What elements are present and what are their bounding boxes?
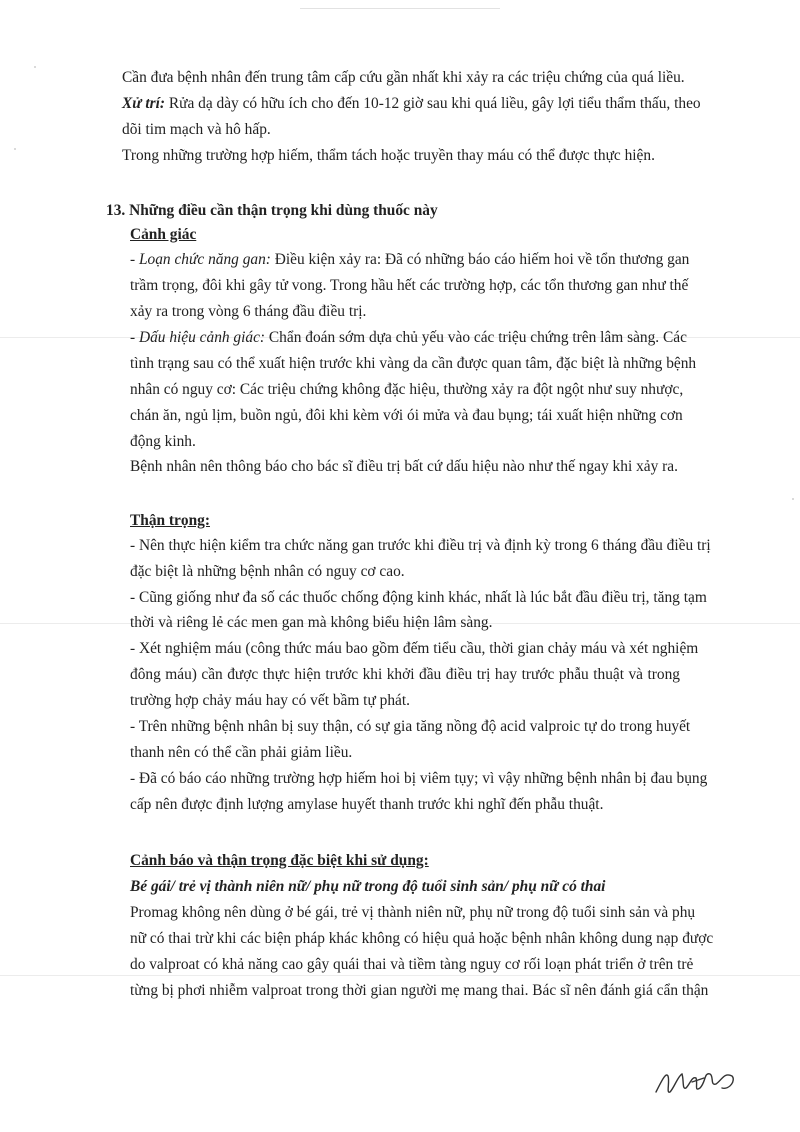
scan-speck	[14, 148, 16, 150]
warning-signs-line-1: - Dấu hiệu cảnh giác: Chẩn đoán sớm dựa chủ yếu vào các triệu chứng trên lâm sàng. Các	[130, 329, 687, 346]
section-13-heading: 13. Những điều cần thận trọng khi dùng thuốc này	[106, 202, 438, 219]
scan-artifact-top	[300, 8, 500, 9]
precaution-line-10: - Đã có báo cáo những trường hợp hiếm hoi bị viêm tụy; vì vậy những bệnh nhân bị đau bụng	[130, 770, 708, 787]
special-warning-title: Cảnh báo và thận trọng đặc biệt khi sử dụng:	[130, 852, 429, 869]
overdose-line-1: Cần đưa bệnh nhân đến trung tâm cấp cứu gần nhất khi xảy ra các triệu chứng của quá liều.	[122, 69, 685, 86]
warning-signs-line-4: chán ăn, ngủ lịm, buồn ngủ, đôi khi kèm với ói mửa và đau bụng; tái xuất hiện những cơn	[130, 407, 683, 424]
precaution-line-1: - Nên thực hiện kiểm tra chức năng gan trước khi điều trị và định kỳ trong 6 tháng đầu điều trị	[130, 537, 711, 554]
precaution-line-8: - Trên những bệnh nhân bị suy thận, có sự gia tăng nồng độ acid valproic tự do trong huyết	[130, 718, 691, 735]
than-trong-title: Thận trọng:	[130, 512, 210, 529]
scan-speck	[792, 498, 794, 500]
liver-dysfunction-line-1: - Loạn chức năng gan: Điều kiện xảy ra: Đã có những báo cáo hiếm hoi về tổn thương gan	[130, 251, 690, 268]
precaution-line-9: thanh nên có thể cần phải giảm liều.	[130, 744, 353, 761]
special-warning-line-2: nữ có thai trừ khi các biện pháp khác không có hiệu quả hoặc bệnh nhân không dung nạp được	[130, 930, 714, 947]
xu-tri-label: Xử trí:	[122, 95, 166, 112]
precaution-line-11: cấp nên được định lượng amylase huyết thanh trước khi nghĩ đến phẫu thuật.	[130, 796, 604, 813]
warning-signs-line-5: động kinh.	[130, 433, 196, 450]
special-warning-line-1: Promag không nên dùng ở bé gái, trẻ vị thành niên nữ, phụ nữ trong độ tuổi sinh sản và phụ	[130, 904, 696, 921]
overdose-line-2: Xử trí: Rửa dạ dày có hữu ích cho đến 10-12 giờ sau khi quá liều, gây lợi tiểu thẩm thấu, theo	[122, 95, 701, 112]
precaution-line-4: thời và riêng lẻ các men gan mà không biểu hiện lâm sàng.	[130, 614, 493, 631]
liver-dysfunction-line-2: trầm trọng, đôi khi gây tử vong. Trong hầu hết các trường hợp, các tổn thương gan như thế	[130, 277, 689, 294]
liver-dysfunction-label: - Loạn chức năng gan:	[130, 251, 271, 268]
scan-artifact-line	[0, 975, 800, 976]
special-warning-subtitle: Bé gái/ trẻ vị thành niên nữ/ phụ nữ trong độ tuổi sinh sản/ phụ nữ có thai	[130, 878, 606, 895]
special-warning-line-3: do valproat có khả năng cao gây quái thai và tiềm tàng nguy cơ rối loạn phát triển ở trên trẻ	[130, 956, 694, 973]
precaution-line-3: - Cũng giống như đa số các thuốc chống động kinh khác, nhất là lúc bắt đầu điều trị, tăng tạm	[130, 589, 707, 606]
notify-doctor-line: Bệnh nhân nên thông báo cho bác sĩ điều trị bất cứ dấu hiệu nào như thế ngay khi xảy ra.	[130, 458, 678, 475]
overdose-line-3: dõi tim mạch và hô hấp.	[122, 121, 271, 138]
special-warning-line-4: từng bị phơi nhiễm valproat trong thời gian người mẹ mang thai. Bác sĩ nên đánh giá cẩn thận	[130, 982, 709, 999]
precaution-line-6: đông máu) cần được thực hiện trước khi khởi đầu điều trị hay trước phẫu thuật và trong	[130, 666, 680, 683]
precaution-line-2: đặc biệt là những bệnh nhân có nguy cơ cao.	[130, 563, 405, 580]
precaution-line-5: - Xét nghiệm máu (công thức máu bao gồm đếm tiểu cầu, thời gian chảy máu và xét nghiệm	[130, 640, 699, 657]
liver-dysfunction-line-3: xảy ra trong vòng 6 tháng đầu điều trị.	[130, 303, 367, 320]
precaution-line-7: trường hợp chảy máu hay có vết bầm tự phát.	[130, 692, 410, 709]
scan-speck	[34, 66, 36, 68]
warning-signs-line-3: nhân có nguy cơ: Các triệu chứng không đặc hiệu, thường xảy ra đột ngột như suy nhược,	[130, 381, 684, 398]
warning-signs-line-2: tình trạng sau có thể xuất hiện trước khi vàng da cần được quan tâm, đặc biệt là những bệnh	[130, 355, 697, 372]
canh-giac-title: Cảnh giác	[130, 226, 197, 243]
warning-signs-label: - Dấu hiệu cảnh giác:	[130, 329, 266, 346]
handwritten-signature	[652, 1062, 742, 1102]
overdose-line-4: Trong những trường hợp hiếm, thẩm tách hoặc truyền thay máu có thể được thực hiện.	[122, 147, 655, 164]
